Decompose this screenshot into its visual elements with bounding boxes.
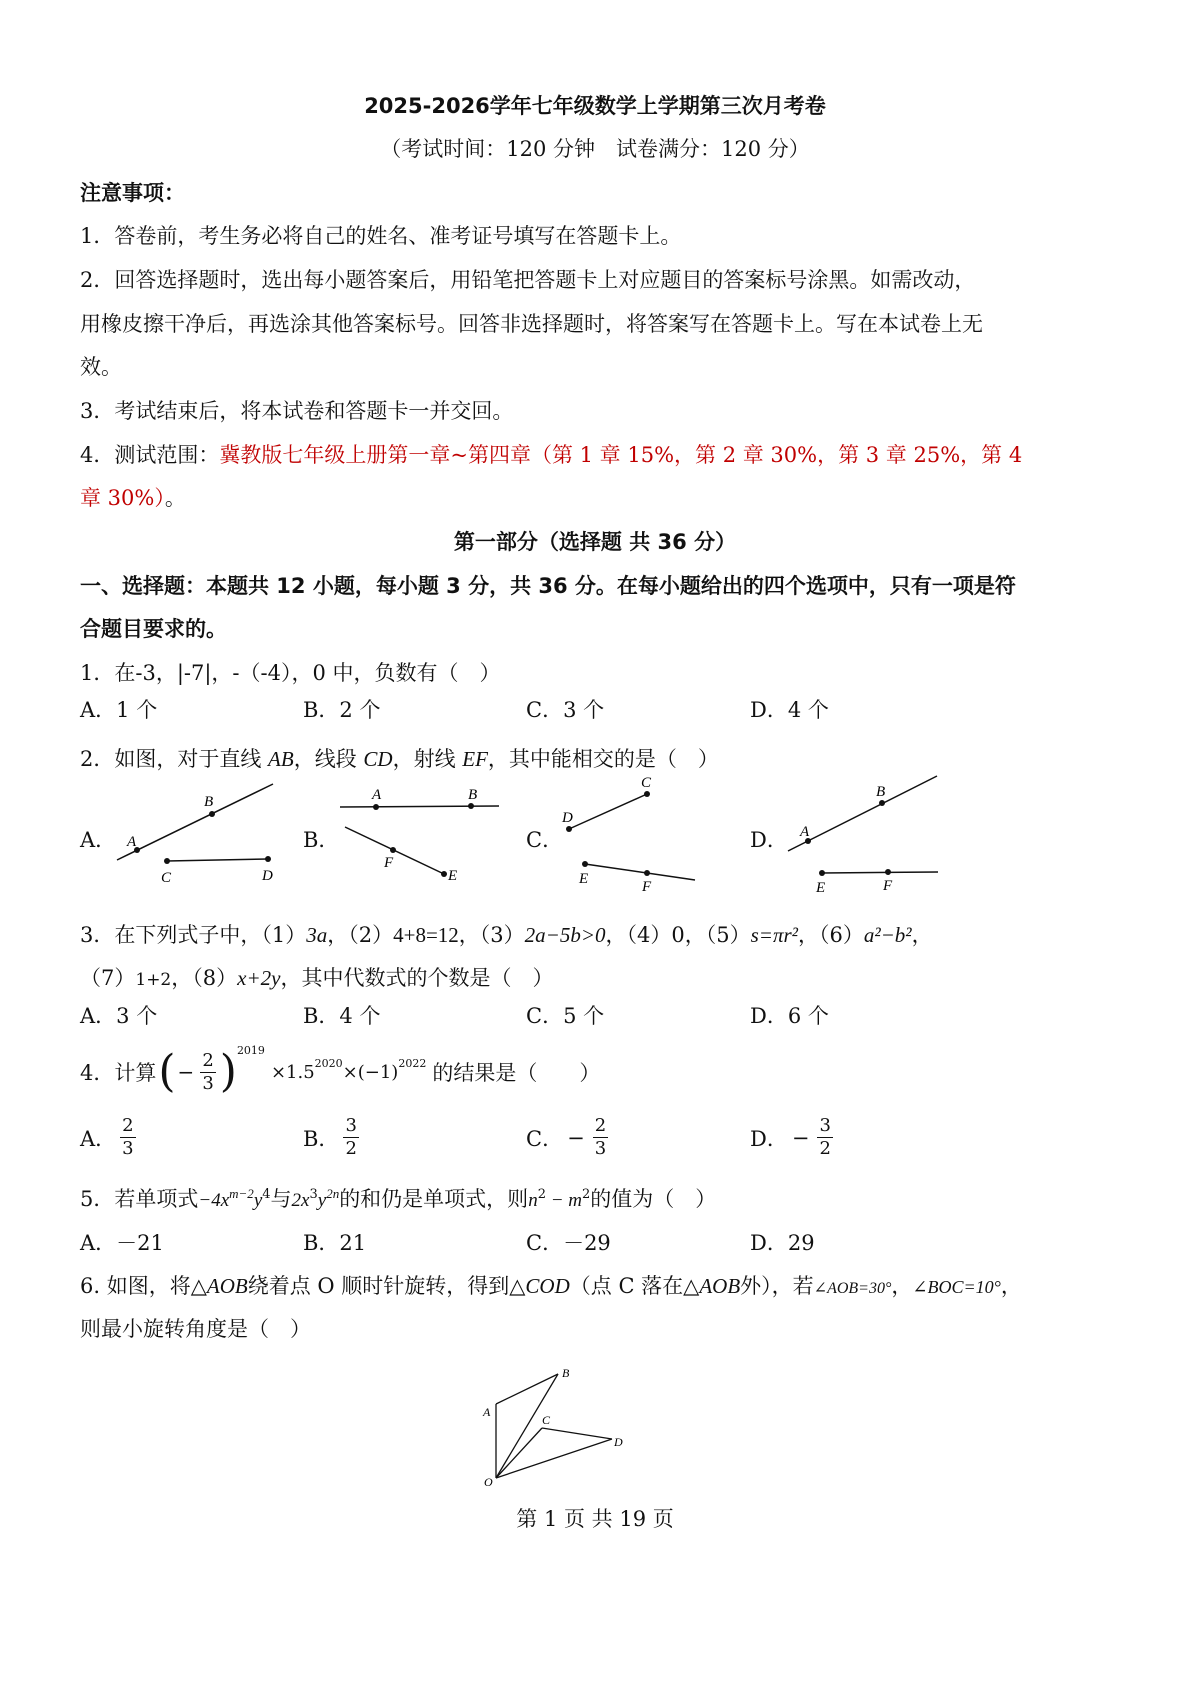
segment-cd — [167, 859, 268, 861]
q6-stem-line-2: 则最小旋转角度是（ ） — [80, 1317, 311, 1341]
q2-figure-b — [335, 778, 505, 890]
notice-item-4-line-1 — [80, 439, 1022, 469]
test-range: 冀教版七年级上册第一章~第四章（第 1 章 15%，第 2 章 30%，第 3 章 25%，第 4 — [219, 443, 1023, 467]
point-b — [468, 803, 474, 809]
q4-option-d-den: 2 — [819, 1138, 831, 1159]
label-d: D — [262, 868, 273, 884]
label-d: D — [614, 1435, 623, 1449]
section-instructions-line-2: 合题目要求的。 — [80, 617, 227, 641]
point-e — [819, 870, 825, 876]
q3-expr-5: s=πr² — [750, 923, 798, 947]
q2-ef: EF — [462, 747, 488, 771]
q6-cod: COD — [525, 1274, 570, 1298]
line-ab — [117, 784, 273, 860]
q2-ab: AB — [268, 747, 294, 771]
q2-cd: CD — [363, 747, 393, 771]
q3-t2: ，（2） — [327, 923, 394, 947]
notice-item-2-line-3: 效。 — [80, 355, 122, 379]
q6-t4: 外），若 — [740, 1274, 814, 1298]
q4-mid-2: ×(−1) — [342, 1061, 399, 1083]
point-c — [644, 791, 650, 797]
q4-mid: ×1.5 — [270, 1061, 315, 1083]
label-d: D — [562, 810, 573, 826]
q2-option-c: C． — [526, 828, 564, 852]
label-c: C — [641, 775, 652, 791]
q4-option-b-letter: B． — [303, 1126, 340, 1151]
q4-option-c-sign: − — [567, 1125, 585, 1150]
label-a: A — [127, 834, 137, 850]
q2-option-d: D． — [750, 828, 788, 852]
q5-m1: −4x — [198, 1190, 230, 1211]
point-f — [644, 870, 650, 876]
notice-item-4-prefix: 4．测试范围： — [80, 443, 220, 467]
notice-item-4-suffix: 。 — [164, 486, 186, 510]
ray-ef — [585, 864, 695, 880]
q4-option-c-letter: C． — [526, 1126, 564, 1151]
label-o: O — [484, 1475, 493, 1489]
q3-t3: ，（3） — [458, 923, 525, 947]
q4-minus: − — [177, 1060, 195, 1084]
point-d — [566, 826, 572, 832]
q3-t4: ，（4）0，（5） — [605, 923, 751, 947]
q3-expr-8: x+2y — [237, 966, 281, 990]
q5-m3-exp: 2 — [537, 1187, 546, 1202]
q6-stem-line-1 — [80, 1270, 1022, 1300]
label-b: B — [468, 787, 478, 803]
q3-t9: ，其中代数式的个数是（ ） — [280, 966, 554, 990]
q2-figure-a — [110, 778, 280, 890]
q3-t1: 3．在下列式子中，（1） — [80, 923, 307, 947]
q4-option-b-num: 3 — [345, 1115, 357, 1136]
q5-stem — [80, 1183, 716, 1213]
q4-frac-den: 3 — [202, 1072, 214, 1094]
label-a: A — [372, 787, 382, 803]
q6-t1: 6. 如图，将△ — [80, 1274, 207, 1298]
q4-option-a-num: 2 — [122, 1115, 134, 1136]
label-a: A — [483, 1405, 491, 1419]
label-b: B — [204, 794, 214, 810]
q3-option-c: C．5 个 — [526, 1004, 605, 1028]
label-b: B — [876, 784, 886, 800]
label-b: B — [562, 1366, 570, 1380]
label-f: F — [384, 855, 394, 871]
q1-stem: 1．在-3，|-7|，-（-4），0 中，负数有（ ） — [80, 661, 501, 685]
q4-exp-1: 2019 — [236, 1044, 265, 1057]
q3-option-d: D．6 个 — [750, 1004, 829, 1028]
q6-t2: 绕着点 O 顺时针旋转，得到△ — [247, 1274, 526, 1298]
exam-subtitle: （考试时间：120 分钟 试卷满分：120 分） — [380, 137, 810, 161]
q4-option-b-frac — [343, 1115, 358, 1160]
segment-cd — [569, 794, 647, 829]
q5-m1-y: y — [253, 1190, 263, 1211]
q6-figure — [478, 1362, 628, 1492]
q4-exp-2: 2020 — [314, 1057, 343, 1070]
q2-figure-d — [782, 772, 947, 898]
q4-paren-right: ) — [219, 1046, 237, 1097]
q5-m2: 2x — [291, 1190, 310, 1211]
point-c — [164, 858, 170, 864]
notice-item-2-line-1: 2．回答选择题时，选出每小题答案后，用铅笔把答题卡上对应题目的答案标号涂黑。如需改动， — [80, 268, 976, 292]
notice-item-2-line-2: 用橡皮擦干净后，再选涂其他答案标号。回答非选择题时，将答案写在答题卡上。写在本试卷上无 — [80, 312, 983, 336]
q5-m3: n — [528, 1190, 538, 1211]
q2-stem-b: ，线段 — [293, 747, 364, 771]
q5-m1-exp: m−2 — [229, 1186, 254, 1201]
q1-option-d: D．4 个 — [750, 698, 829, 722]
test-range-cont: 章 30%） — [80, 486, 165, 510]
q5-m2-y: y — [317, 1190, 327, 1211]
q5-m1-y-exp: 4 — [262, 1187, 271, 1202]
section-instructions-line-1: 一、选择题：本题共 12 小题，每小题 3 分，共 36 分。在每小题给出的四个选项中，只有一项是符 — [80, 574, 1016, 598]
q4-option-a-den: 3 — [122, 1138, 134, 1159]
q4-t1: 4．计算 — [80, 1061, 157, 1085]
label-c: C — [161, 870, 172, 886]
q1-option-c: C．3 个 — [526, 698, 605, 722]
q4-stem — [80, 1042, 600, 1102]
q3-expr-1: 3a — [306, 923, 328, 947]
q5-option-d: D．29 — [750, 1231, 815, 1255]
q4-fraction — [200, 1050, 215, 1095]
q2-option-b: B． — [303, 828, 340, 852]
q4-paren-left: ( — [158, 1046, 176, 1097]
label-e: E — [579, 871, 589, 887]
line-ab — [340, 806, 499, 807]
q3-stem-line-1 — [80, 919, 933, 949]
q5-option-b: B．21 — [303, 1231, 367, 1255]
q4-option-b — [303, 1115, 363, 1160]
q4-exp-3: 2022 — [398, 1057, 427, 1070]
q6-t5: ， — [1000, 1274, 1022, 1298]
point-e — [582, 861, 588, 867]
q5-m3-b: − m — [545, 1190, 583, 1211]
q5-m2-exp: 3 — [309, 1187, 318, 1202]
q2-stem-a: 2．如图，对于直线 — [80, 747, 269, 771]
q4-option-d-letter: D． — [750, 1126, 788, 1151]
point-f — [885, 869, 891, 875]
q4-option-c-frac — [593, 1115, 608, 1160]
page-footer: 第 1 页 共 19 页 — [516, 1507, 674, 1531]
point-a — [373, 804, 379, 810]
point-f — [390, 847, 396, 853]
label-e: E — [448, 868, 458, 884]
q3-stem-line-2 — [80, 962, 553, 992]
q4-option-d-sign: − — [791, 1125, 810, 1150]
q6-aob: AOB — [206, 1274, 248, 1298]
point-d — [265, 856, 271, 862]
label-f: F — [883, 878, 893, 894]
q6-angle-2: ∠BOC=10° — [912, 1277, 1001, 1297]
notice-item-3: 3．考试结束后，将本试卷和答题卡一并交回。 — [80, 399, 514, 423]
notice-item-1: 1．答卷前，考生务必将自己的姓名、准考证号填写在答题卡上。 — [80, 224, 682, 248]
q5-m2-y-exp: 2n — [326, 1186, 340, 1201]
q5-t4: 的值为（ ） — [590, 1187, 717, 1211]
q3-expr-2: 4+8=12 — [393, 923, 459, 947]
q3-t8: ，（8） — [171, 966, 238, 990]
q2-stem-c: ，射线 — [392, 747, 463, 771]
q5-option-a: A．－21 — [80, 1231, 164, 1255]
q4-option-c-num: 2 — [594, 1115, 607, 1136]
point-b — [879, 800, 885, 806]
q1-option-a: A．1 个 — [80, 698, 158, 722]
q2-stem-d: ，其中能相交的是（ ） — [487, 747, 719, 771]
q1-option-b: B．2 个 — [303, 698, 381, 722]
q5-t3: 的和仍是单项式，则 — [339, 1187, 529, 1211]
q3-t7: （7） — [80, 966, 136, 990]
q4-option-a-letter: A． — [80, 1126, 117, 1151]
notice-item-4-line-2 — [80, 482, 186, 512]
q4-option-a — [80, 1115, 140, 1160]
segment-cd — [542, 1428, 612, 1439]
point-b — [209, 811, 215, 817]
q3-t6: ， — [911, 923, 933, 947]
label-e: E — [816, 880, 826, 896]
q3-t5: ，（6） — [797, 923, 864, 947]
q5-t2: 与 — [270, 1187, 292, 1211]
part1-heading: 第一部分（选择题 共 36 分） — [453, 530, 737, 554]
q5-m3-b-exp: 2 — [582, 1187, 591, 1202]
q3-expr-7: 1+2 — [135, 970, 172, 990]
exam-title: 2025-2026学年七年级数学上学期第三次月考卷 — [364, 94, 826, 118]
q6-angle-1: ∠AOB=30° — [813, 1280, 892, 1297]
q5-option-c: C．－29 — [526, 1231, 611, 1255]
q3-expr-3: 2a−5b>0 — [524, 923, 606, 947]
q2-stem — [80, 743, 719, 773]
q4-option-d-frac — [817, 1115, 832, 1160]
q4-option-d — [750, 1115, 837, 1160]
label-c: C — [542, 1413, 551, 1427]
q4-t2: 的结果是（ ） — [432, 1061, 601, 1085]
q3-option-a: A．3 个 — [80, 1004, 158, 1028]
q3-expr-6: a²−b² — [863, 923, 912, 947]
q4-option-c — [526, 1115, 612, 1160]
q4-option-b-den: 2 — [345, 1138, 357, 1159]
ray-ef — [822, 872, 938, 873]
notice-heading: 注意事项： — [80, 181, 185, 205]
q2-option-a: A． — [80, 828, 117, 852]
q3-option-b: B．4 个 — [303, 1004, 381, 1028]
q5-t1: 5．若单项式 — [80, 1187, 199, 1211]
label-a: A — [800, 824, 810, 840]
q4-option-a-frac — [120, 1115, 135, 1160]
q6-sep: ， — [891, 1274, 913, 1298]
q2-figure-c — [558, 772, 703, 894]
point-e — [441, 871, 447, 877]
q6-t3: （点 C 落在△ — [569, 1274, 700, 1298]
q6-aob-2: AOB — [699, 1274, 741, 1298]
q4-frac-num: 2 — [202, 1049, 214, 1071]
q4-option-c-den: 3 — [594, 1138, 607, 1159]
q4-option-d-num: 3 — [819, 1115, 831, 1136]
label-f: F — [642, 879, 652, 894]
